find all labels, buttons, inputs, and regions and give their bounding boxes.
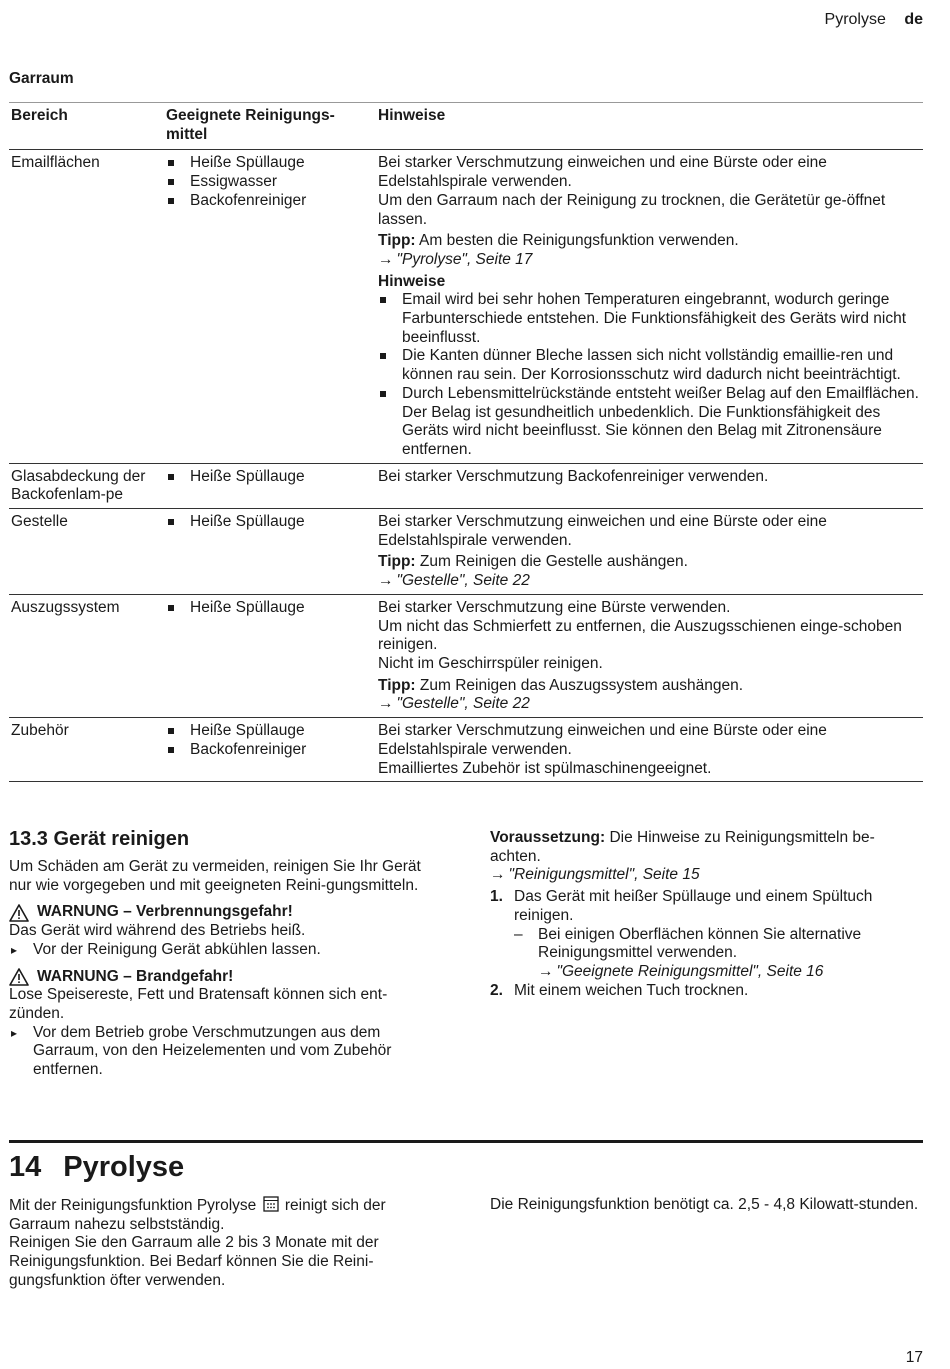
cross-reference-link[interactable]: → "Gestelle", Seite 22 [378,572,530,590]
note-text: Bei starker Verschmutzung einweichen und eine Bürste oder eine Edelstahlspirale verwenden. [378,722,827,758]
notes-cell [376,718,923,782]
cross-reference-link[interactable]: → "Gestelle", Seite 22 [378,695,530,713]
chapter-left-column [9,1196,441,1291]
tip-label: Tipp: [378,676,416,694]
column-header-notes: Hinweise [376,103,923,150]
warning-text: Das Gerät wird während des Betriebs heiß. [9,922,306,940]
arrow-right-icon: → [538,962,554,980]
warning-title: WARNUNG – Verbrennungsgefahr! [37,903,293,921]
warning-triangle-icon [9,968,29,986]
agents-cell [164,718,376,782]
warning-action: ▸ Vor dem Betrieb grobe Verschmutzungen aus dem Garraum, von den Heizelementen und vom Zubehör entfernen. [9,1024,441,1080]
note-text: Bei starker Verschmutzung Backofenreiniger verwenden. [378,467,769,485]
step-text: Das Gerät mit heißer Spüllauge und einem Spültuch reinigen. [514,888,873,924]
table-row [9,594,923,717]
warning-fire [9,968,441,987]
hint-item: Die Kanten dünner Bleche lassen sich nicht vollständig emaillie-ren und können rau sein. Der Korrosionsschutz wird dadurch nicht beeinträchtigt. [378,347,919,384]
tip-text: Zum Reinigen die Gestelle aushängen. [419,553,688,571]
arrow-right-icon: → [378,250,394,268]
prerequisite [490,829,923,866]
agents-cell [164,150,376,463]
step-item [490,888,923,982]
agent-item: Heiße Spüllauge [166,599,372,618]
agent-item: Backofenreiniger [166,741,372,760]
arrow-right-icon: → [490,866,506,884]
note-text: Um nicht das Schmierfett zu entfernen, die Auszugsschienen einge-schoben reinigen. [378,617,902,654]
tip [378,553,919,572]
section-intro: Um Schäden am Gerät zu vermeiden, reinigen Sie Ihr Gerät nur wie vorgegeben und mit geeigneten Reini-gungsmitteln. [9,858,421,894]
table-title: Garraum [9,70,74,87]
agent-item: Heiße Spüllauge [166,722,372,741]
agents-cell [164,594,376,717]
notes-cell [376,150,923,463]
area-cell: Emailflächen [9,150,164,463]
tip-label: Tipp: [378,232,416,250]
column-header-area: Bereich [9,103,164,150]
hint-item: Durch Lebensmittelrückstände entsteht weißer Belag auf den Emailflächen. Der Belag ist gesundheitlich unbedenklich. Die Funktionsfähigkeit des Geräts wird nicht beeinflusst. Sie können den Belag mit Zitronensäure entfernen. [378,385,919,460]
step-number: 2. [490,981,503,999]
notes-cell [376,463,923,508]
step-text: Mit einem weichen Tuch trocknen. [514,981,749,999]
header-section-name: Pyrolyse [824,11,886,28]
chapter-number: 14 [9,1151,42,1183]
cross-reference-link[interactable]: → "Pyrolyse", Seite 17 [378,250,533,268]
chapter-name: Pyrolyse [63,1151,185,1183]
hint-item: Email wird bei sehr hohen Temperaturen eingebrannt, wodurch geringe Farbunterschiede entstehen. Die Funktionsfähigkeit des Geräts wird nicht beeinflusst. [378,291,919,347]
agent-item: Heiße Spüllauge [166,154,372,173]
agents-cell [164,463,376,508]
chapter-right-column [490,1196,923,1215]
chapter-title [9,1149,184,1185]
warning-action: ▸ Vor der Reinigung Gerät abkühlen lassen. [9,941,441,960]
note-text: Emailliertes Zubehör ist spülmaschinengeeignet. [378,759,712,777]
note-text: Um den Garraum nach der Reinigung zu trocknen, die Gerätetür ge-öffnet lassen. [378,191,886,228]
tip-label: Tipp: [378,553,416,571]
page-number: 17 [905,1349,923,1366]
section-13-3-left-column [9,826,441,1080]
warning-title: WARNUNG – Brandgefahr! [37,967,234,985]
tip [378,232,919,251]
step-list [490,888,923,1000]
prerequisite-label: Voraussetzung: [490,829,606,846]
cross-reference-link[interactable]: → "Geeignete Reinigungsmittel", Seite 16 [538,962,824,980]
cleaning-table [9,102,923,782]
table-row [9,150,923,463]
table-row [9,718,923,782]
agent-item: Heiße Spüllauge [166,513,372,532]
agents-cell [164,509,376,595]
section-13-3-right-column [490,829,923,1000]
cross-reference-link[interactable]: → "Reinigungsmittel", Seite 15 [490,866,700,884]
table-header-row [9,103,923,150]
section-title: 13.3 Gerät reinigen [9,828,190,850]
area-cell: Glasabdeckung der Backofenlam-pe [9,463,164,508]
area-cell: Gestelle [9,509,164,595]
agent-item: Heiße Spüllauge [166,468,372,487]
tip-text: Am besten die Reinigungsfunktion verwenden. [419,232,739,250]
agent-item: Essigwasser [166,173,372,192]
note-text: Bei starker Verschmutzung einweichen und eine Bürste oder eine Edelstahlspirale verwenden. [378,513,827,549]
note-text: Bei starker Verschmutzung einweichen und eine Bürste oder eine Edelstahlspirale verwenden. [378,154,827,191]
note-text: Bei starker Verschmutzung eine Bürste verwenden. [378,598,731,616]
table-row [9,463,923,508]
pyrolysis-icon [263,1196,279,1212]
warning-burn [9,903,441,922]
chapter-paragraph: Reinigen Sie den Garraum alle 2 bis 3 Monate mit der Reinigungsfunktion. Bei Bedarf können Sie die Reini-gungsfunktion öfter verwenden. [9,1234,379,1289]
area-cell: Zubehör [9,718,164,782]
arrow-right-icon: → [378,572,394,590]
notes-cell [376,594,923,717]
hints-heading: Hinweise [378,272,446,290]
notes-cell [376,509,923,595]
table-row [9,509,923,595]
page-header [825,11,923,30]
prerequisite-text: Die Hinweise zu Reinigungsmitteln be-achten. [490,829,875,865]
area-cell: Auszugssystem [9,594,164,717]
step-number: 1. [490,888,503,906]
chapter-paragraph: Die Reinigungsfunktion benötigt ca. 2,5 - 4,8 Kilowatt-stunden. [490,1196,919,1213]
chapter-paragraph: Mit der Reinigungsfunktion Pyrolyse reinigt sich der Garraum nahezu selbstständig. [9,1197,386,1233]
step-item [490,982,923,1001]
chapter-divider [9,1140,923,1143]
arrow-right-icon: → [378,695,394,713]
step-sub-item: – Bei einigen Oberflächen können Sie alternative Reinigungsmittel verwenden. [514,926,923,963]
header-language: de [904,11,923,28]
note-text: Nicht im Geschirrspüler reinigen. [378,654,603,672]
column-header-agents: Geeignete Reinigungs-mittel [164,103,376,150]
tip-text: Zum Reinigen das Auszugssystem aushängen. [419,676,744,694]
warning-text: Lose Speisereste, Fett und Bratensaft können sich ent-zünden. [9,986,388,1022]
warning-triangle-icon [9,904,29,922]
tip [378,677,919,696]
agent-item: Backofenreiniger [166,192,372,211]
